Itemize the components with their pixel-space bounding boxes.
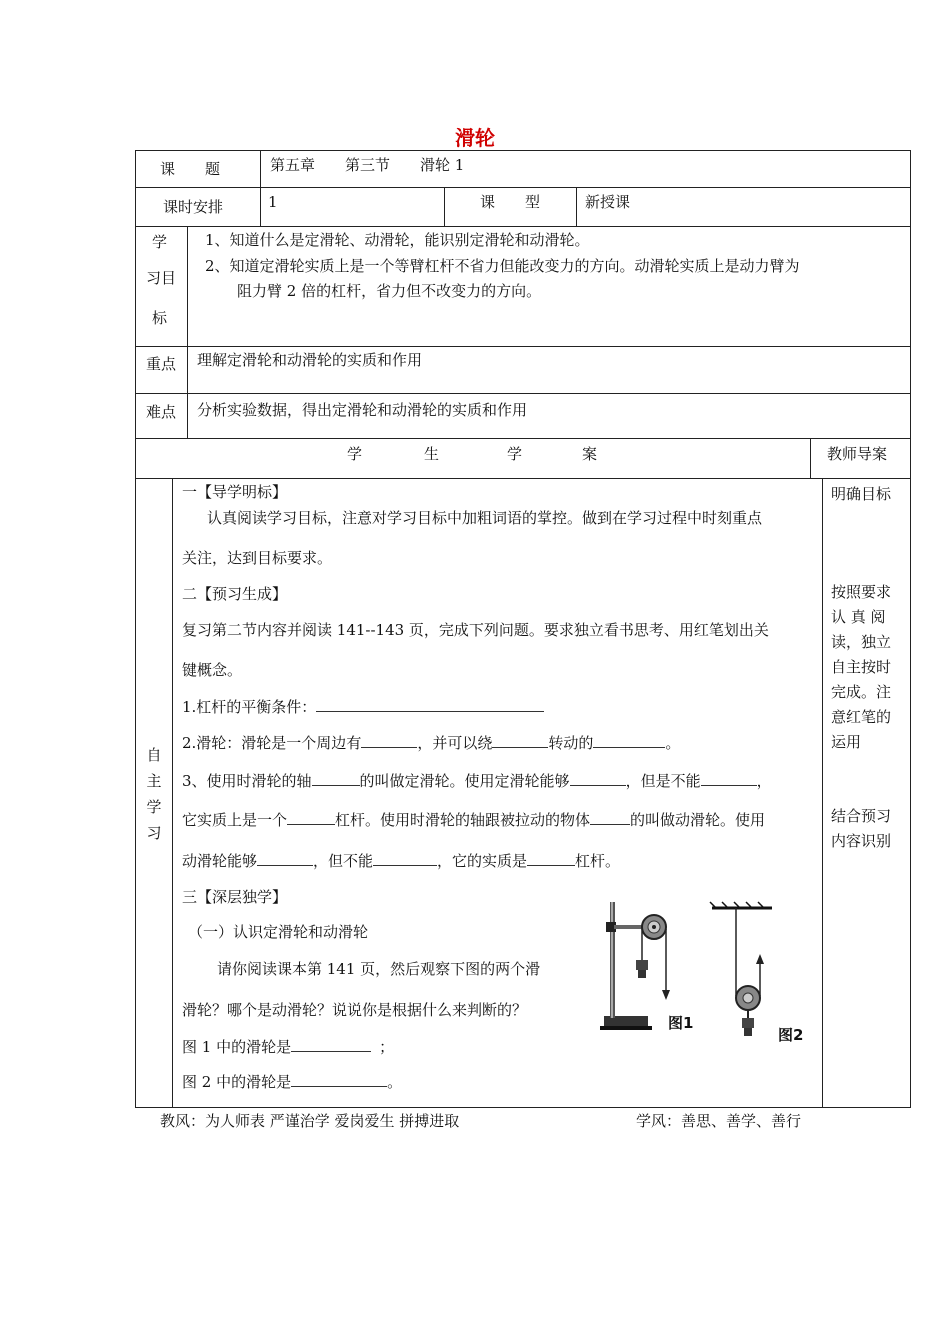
answer-blank[interactable] — [361, 733, 417, 748]
s2-line-2: 键概念。 — [182, 661, 243, 679]
s2-line-1: 复习第二节内容并阅读 141--143 页，完成下列问题。要求独立看书思考、用红笔划出关 — [182, 621, 769, 639]
s3-line-1: 请你阅读课本第 141 页，然后观察下图的两个滑 — [217, 960, 541, 978]
pulley-figures — [596, 892, 812, 1044]
question-3-part-f: 杠杆。使用时滑轮的轴跟被拉动的物体 — [335, 811, 591, 829]
teacher-note-2-line: 意红笔的 — [831, 708, 892, 726]
question-2-part-d: 。 — [665, 734, 681, 752]
section-label-4: 习 — [146, 824, 162, 842]
hours-value: 1 — [268, 193, 278, 211]
answer-blank[interactable] — [257, 851, 313, 866]
question-3-part-a: 3、使用时滑轮的轴 — [182, 772, 312, 790]
figure-1-question-text: 图 1 中的滑轮是 — [182, 1038, 292, 1056]
footer-learning-motto: 学风：善思、善学、善行 — [636, 1112, 802, 1130]
footer-teaching-motto: 教风：为人师表 严谨治学 爱岗爱生 拼搏进取 — [160, 1112, 460, 1130]
key-point-label: 重点 — [146, 355, 177, 373]
question-3-line-2 — [182, 810, 765, 830]
question-3-part-k: 杠杆。 — [575, 852, 621, 870]
topic-value: 第五章 第三节 滑轮 1 — [270, 156, 465, 174]
section-label-1: 自 — [146, 746, 162, 764]
figure-2-label-text: 图2 — [778, 1026, 804, 1044]
question-3-part-d: ， — [756, 772, 772, 790]
difficulty-text: 分析实验数据，得出定滑轮和动滑轮的实质和作用 — [197, 401, 528, 419]
page-title: 滑轮 — [455, 126, 495, 150]
goals-label-2: 习目 — [146, 269, 177, 287]
hours-label: 课时安排 — [163, 198, 224, 216]
plan-header-char-1: 学 — [347, 445, 363, 463]
question-3-line-1 — [182, 771, 772, 791]
question-3-part-b: 的叫做定滑轮。使用定滑轮能够 — [359, 772, 570, 790]
teacher-note-2-line: 完成。注 — [831, 683, 892, 701]
s1-line-1: 认真阅读学习目标，注意对学习目标中加粗词语的掌控。做到在学习过程中时刻重点 — [207, 509, 763, 527]
plan-header-char-2: 生 — [424, 445, 440, 463]
figure-1-label-text: 图1 — [668, 1014, 694, 1032]
question-3-part-j: ，它的实质是 — [437, 852, 528, 870]
s3-heading: 三【深层独学】 — [182, 888, 288, 906]
question-2-part-c: 转动的 — [548, 734, 594, 752]
teacher-note-2 — [831, 580, 911, 755]
question-1-text: 1.杠杆的平衡条件： — [182, 698, 317, 716]
type-label: 课 型 — [480, 193, 541, 211]
teacher-note-2-line: 按照要求 — [831, 583, 892, 601]
teacher-note-2-line: 运用 — [831, 733, 862, 751]
teacher-note-2-line: 读，独立 — [831, 633, 892, 651]
teacher-note-2-line: 自主按时 — [831, 658, 892, 676]
section-label-2: 主 — [146, 772, 162, 790]
goals-label-1: 学 — [152, 233, 168, 251]
answer-blank[interactable] — [287, 810, 335, 825]
teacher-note-3-line: 结合预习 — [831, 807, 892, 825]
answer-blank[interactable] — [312, 771, 360, 786]
figure-1-question-end: ； — [379, 1038, 395, 1056]
goal-item-2-line-2: 阻力臂 2 倍的杠杆，省力但不改变力的方向。 — [237, 282, 542, 300]
figure-2-question — [182, 1072, 402, 1092]
answer-blank[interactable] — [590, 810, 630, 825]
question-3-part-h: 动滑轮能够 — [182, 852, 258, 870]
question-3-part-e: 它实质上是一个 — [182, 811, 288, 829]
answer-blank[interactable] — [701, 771, 757, 786]
answer-blank[interactable] — [527, 851, 575, 866]
answer-blank[interactable] — [373, 851, 437, 866]
goals-label-3: 标 — [152, 309, 168, 327]
fixed-pulley-figure — [600, 902, 670, 1030]
topic-label: 课 题 — [160, 160, 221, 178]
teacher-note-1: 明确目标 — [831, 485, 892, 503]
figure-1-question — [182, 1037, 394, 1057]
answer-blank[interactable] — [291, 1072, 387, 1087]
question-3-part-i: ，但不能 — [313, 852, 374, 870]
answer-blank[interactable] — [593, 733, 665, 748]
section-label-3: 学 — [146, 798, 162, 816]
plan-header-char-4: 案 — [582, 445, 598, 463]
question-3-line-3 — [182, 851, 620, 871]
teacher-note-3-line: 内容识别 — [831, 832, 892, 850]
question-2 — [182, 733, 680, 753]
goal-item-2-line-1: 2、知道定滑轮实质上是一个等臂杠杆不省力但能改变力的方向。动滑轮实质上是动力臂为 — [205, 257, 800, 275]
difficulty-label: 难点 — [146, 403, 177, 421]
s3-subheading: （一）认识定滑轮和动滑轮 — [188, 923, 369, 941]
s2-heading: 二【预习生成】 — [182, 585, 288, 603]
teacher-guide-header: 教师导案 — [827, 445, 888, 463]
answer-blank[interactable] — [570, 771, 626, 786]
type-value: 新授课 — [585, 193, 631, 211]
teacher-note-3 — [831, 804, 911, 854]
question-2-part-a: 2.滑轮：滑轮是一个周边有 — [182, 734, 362, 752]
plan-header-char-3: 学 — [507, 445, 523, 463]
question-2-part-b: ，并可以绕 — [417, 734, 493, 752]
teacher-note-2-line: 认 真 阅 — [831, 608, 886, 626]
question-3-part-c: ，但是不能 — [625, 772, 701, 790]
s3-line-2: 滑轮？哪个是动滑轮？说说你是根据什么来判断的？ — [182, 1001, 528, 1019]
figure-2-label — [778, 1026, 803, 1044]
goal-item-1: 1、知道什么是定滑轮、动滑轮，能识别定滑轮和动滑轮。 — [205, 231, 590, 249]
s1-line-2: 关注，达到目标要求。 — [182, 549, 333, 567]
figure-2-question-end: 。 — [387, 1073, 403, 1091]
question-3-part-g: 的叫做动滑轮。使用 — [630, 811, 766, 829]
answer-blank[interactable] — [492, 733, 548, 748]
movable-pulley-figure — [710, 902, 772, 1036]
answer-blank[interactable] — [291, 1037, 371, 1052]
figure-2-question-text: 图 2 中的滑轮是 — [182, 1073, 292, 1091]
key-point-text: 理解定滑轮和动滑轮的实质和作用 — [197, 351, 423, 369]
question-1 — [182, 697, 544, 717]
answer-blank[interactable] — [316, 697, 544, 712]
s1-heading: 一【导学明标】 — [182, 483, 288, 501]
figure-1-label — [668, 1014, 693, 1032]
